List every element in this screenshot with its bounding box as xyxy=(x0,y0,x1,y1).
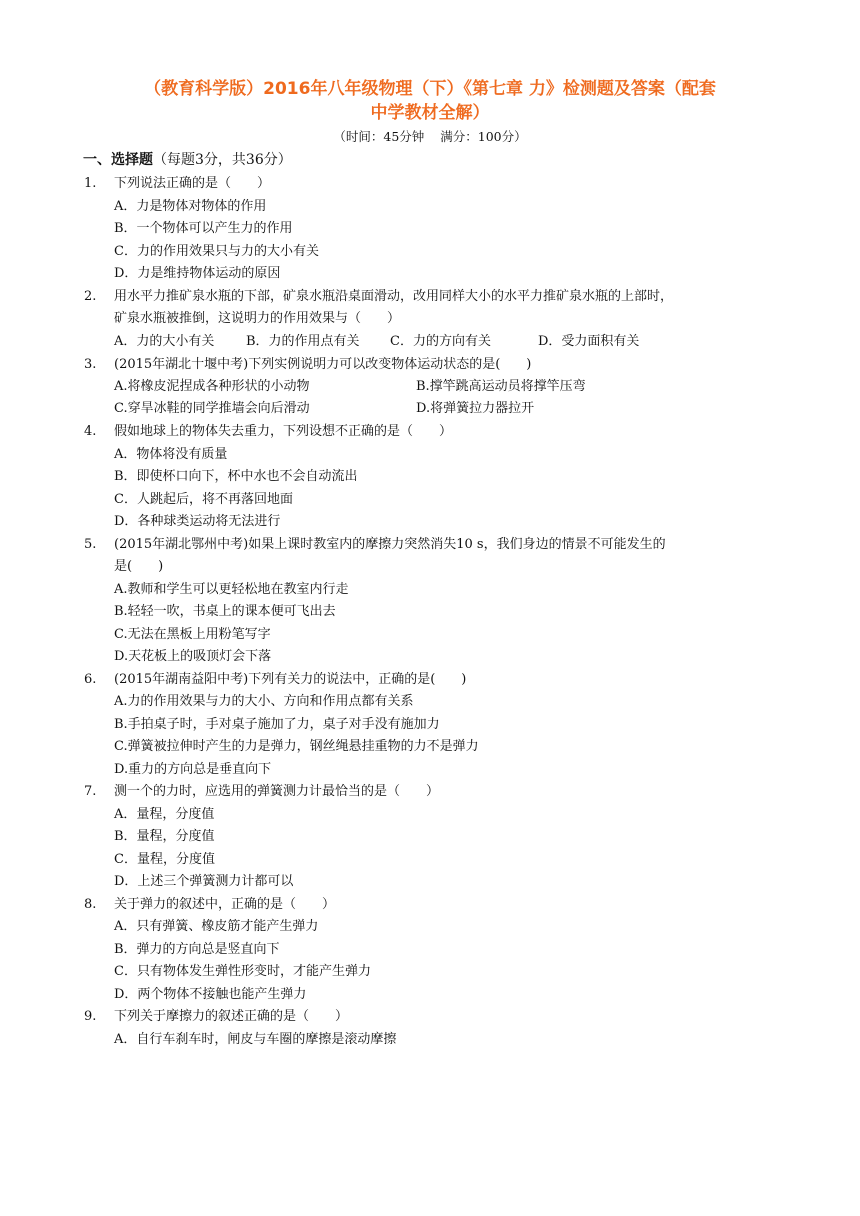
option: B．力的作用点有关 xyxy=(246,334,360,349)
option: C.穿旱冰鞋的同学推墙会向后滑动 xyxy=(114,401,310,416)
option: D．力是维持物体运动的原因 xyxy=(114,266,281,281)
question-text: 下列说法正确的是（ ） xyxy=(114,176,271,191)
question-number: 9. xyxy=(84,1009,97,1024)
question-number: 2. xyxy=(84,289,97,304)
question-text: 用水平力推矿泉水瓶的下部，矿泉水瓶沿桌面滑动，改用同样大小的水平力推矿泉水瓶的上部时， xyxy=(114,289,674,304)
option: B．量程，分度值 xyxy=(114,829,215,844)
option: B.撑竿跳高运动员将撑竿压弯 xyxy=(416,379,586,394)
option: B．一个物体可以产生力的作用 xyxy=(114,221,293,236)
question-text: (2015年湖北十堰中考)下列实例说明力可以改变物体运动状态的是( ) xyxy=(114,357,532,372)
option: A．物体将没有质量 xyxy=(114,447,228,462)
question-number: 4. xyxy=(84,424,97,439)
option: B.手拍桌子时，手对桌子施加了力，桌子对手没有施加力 xyxy=(114,717,440,732)
option: A.力的作用效果与力的大小、方向和作用点都有关系 xyxy=(114,694,414,709)
question-text: (2015年湖南益阳中考)下列有关力的说法中，正确的是( ) xyxy=(114,672,467,687)
question-text: 关于弹力的叙述中，正确的是（ ） xyxy=(114,897,336,912)
exam-time: （时间：45分钟 xyxy=(333,129,425,144)
option: C．力的方向有关 xyxy=(390,334,491,349)
question-text: 是( ) xyxy=(114,559,164,574)
option: C．量程，分度值 xyxy=(114,852,215,867)
question-number: 7. xyxy=(84,784,97,799)
option: D．上述三个弹簧测力计都可以 xyxy=(114,874,294,889)
option: D.重力的方向总是垂直向下 xyxy=(114,762,272,777)
option: D．两个物体不接触也能产生弹力 xyxy=(114,987,307,1002)
exam-info xyxy=(0,128,860,146)
option: C.无法在黑板上用粉笔写字 xyxy=(114,627,271,642)
option: A．只有弹簧、橡皮筋才能产生弹力 xyxy=(114,919,319,934)
question-number: 3. xyxy=(84,357,97,372)
option: D．受力面积有关 xyxy=(538,334,640,349)
question-number: 5. xyxy=(84,537,97,552)
section-heading xyxy=(83,150,292,170)
option: A．力的大小有关 xyxy=(114,334,215,349)
exam-score: 满分：100分） xyxy=(440,129,527,144)
question-number: 8. xyxy=(84,897,97,912)
option: B.轻轻一吹，书桌上的课本便可飞出去 xyxy=(114,604,336,619)
question-text: 下列关于摩擦力的叙述正确的是（ ） xyxy=(114,1009,349,1024)
question-text: (2015年湖北鄂州中考)如果上课时教室内的摩擦力突然消失10 s，我们身边的情景不可能发生的 xyxy=(114,537,666,552)
option: A.教师和学生可以更轻松地在教室内行走 xyxy=(114,582,349,597)
option: D.将弹簧拉力器拉开 xyxy=(416,401,535,416)
option: C．人跳起后，将不再落回地面 xyxy=(114,492,293,507)
question-text: 测一个的力时，应选用的弹簧测力计最恰当的是（ ） xyxy=(114,784,440,799)
option: C．只有物体发生弹性形变时，才能产生弹力 xyxy=(114,964,371,979)
doc-title-line1: （教育科学版）2016年八年级物理（下）《第七章 力》检测题及答案（配套 xyxy=(144,79,716,99)
section-note: （每题3分，共36分） xyxy=(153,152,292,168)
option: A．力是物体对物体的作用 xyxy=(114,199,267,214)
section-title: 一、选择题 xyxy=(83,152,153,168)
question-number: 6. xyxy=(84,672,97,687)
option: A.将橡皮泥捏成各种形状的小动物 xyxy=(114,379,310,394)
option: B．即使杯口向下，杯中水也不会自动流出 xyxy=(114,469,358,484)
question-text: 假如地球上的物体失去重力，下列设想不正确的是（ ） xyxy=(114,424,453,439)
question-text: 矿泉水瓶被推倒，这说明力的作用效果与（ ） xyxy=(114,311,401,326)
option: D.天花板上的吸顶灯会下落 xyxy=(114,649,272,664)
option: C.弹簧被拉伸时产生的力是弹力，钢丝绳悬挂重物的力不是弹力 xyxy=(114,739,479,754)
question-number: 1. xyxy=(84,176,97,191)
option: A．自行车刹车时，闸皮与车圈的摩擦是滚动摩擦 xyxy=(114,1032,397,1047)
doc-title-line2: 中学教材全解） xyxy=(370,103,490,123)
option: C．力的作用效果只与力的大小有关 xyxy=(114,244,319,259)
option: B．弹力的方向总是竖直向下 xyxy=(114,942,280,957)
option: D．各种球类运动将无法进行 xyxy=(114,514,281,529)
option-row xyxy=(114,332,639,352)
option: A．量程，分度值 xyxy=(114,807,215,822)
